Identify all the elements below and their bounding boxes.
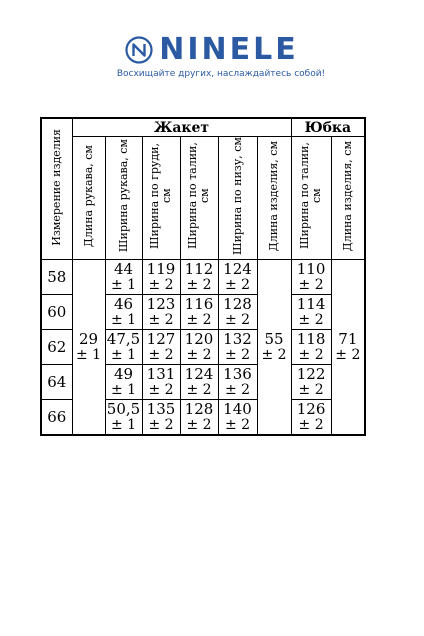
value-cell: 120 ± 2 [180,330,218,365]
brand-tagline: Восхищайте других, наслаждайтесь собой! [116,69,326,79]
size-cell: 58 [41,260,72,295]
value-cell: 44 ± 1 [105,260,142,295]
value-cell: 132 ± 2 [218,330,257,365]
size-table [40,117,366,436]
logo-n-icon [125,36,153,64]
value-cell: 126 ± 2 [291,400,331,436]
value-cell: 127 ± 2 [142,330,180,365]
value-cell: 112 ± 2 [180,260,218,295]
value-cell: 118 ± 2 [291,330,331,365]
value-cell: 123 ± 2 [142,295,180,330]
header-chest: Ширина по груди, см [142,137,180,260]
size-cell: 64 [41,365,72,400]
group-jacket: Жакет [72,118,291,137]
value-cell: 124 ± 2 [180,365,218,400]
value-cell: 128 ± 2 [218,295,257,330]
header-waist: Ширина по талии, см [180,137,218,260]
value-cell: 124 ± 2 [218,260,257,295]
header-length: Длина изделия, см [257,137,291,260]
value-cell: 140 ± 2 [218,400,257,436]
value-cell: 50,5 ± 1 [106,400,141,433]
header-sleeve-width: Ширина рукава, см [105,137,142,260]
brand-header [0,34,424,79]
size-cell: 62 [41,330,72,365]
value-cell: 49 ± 1 [105,365,142,400]
value-cell: 119 ± 2 [142,260,180,295]
skirt-length-cell: 71 ± 2 [331,260,365,436]
header-bottom: Ширина по низу, см [218,137,257,260]
group-skirt: Юбка [291,118,365,137]
header-skirt-length: Длина изделия, см [331,137,365,260]
logo [0,34,424,66]
size-cell: 60 [41,295,72,330]
header-sleeve-length: Длина рукава, см [72,137,105,260]
length-cell: 55 ± 2 [257,260,291,436]
table-row [41,260,365,295]
size-cell: 66 [41,400,72,436]
brand-name: NINELE [159,32,299,67]
value-cell: 46 ± 1 [105,295,142,330]
value-cell: 131 ± 2 [142,365,180,400]
header-size: Измерение изделия [41,118,72,260]
value-cell: 122 ± 2 [291,365,331,400]
value-cell: 116 ± 2 [180,295,218,330]
value-cell: 128 ± 2 [180,400,218,436]
value-cell: 136 ± 2 [218,365,257,400]
sleeve-length-cell: 29 ± 1 [72,260,105,436]
value-cell: 135 ± 2 [142,400,180,436]
value-cell: 110 ± 2 [291,260,331,295]
value-cell: 114 ± 2 [291,295,331,330]
header-skirt-waist: Ширина по талии, см [291,137,331,260]
value-cell: 47,5 ± 1 [106,330,141,363]
